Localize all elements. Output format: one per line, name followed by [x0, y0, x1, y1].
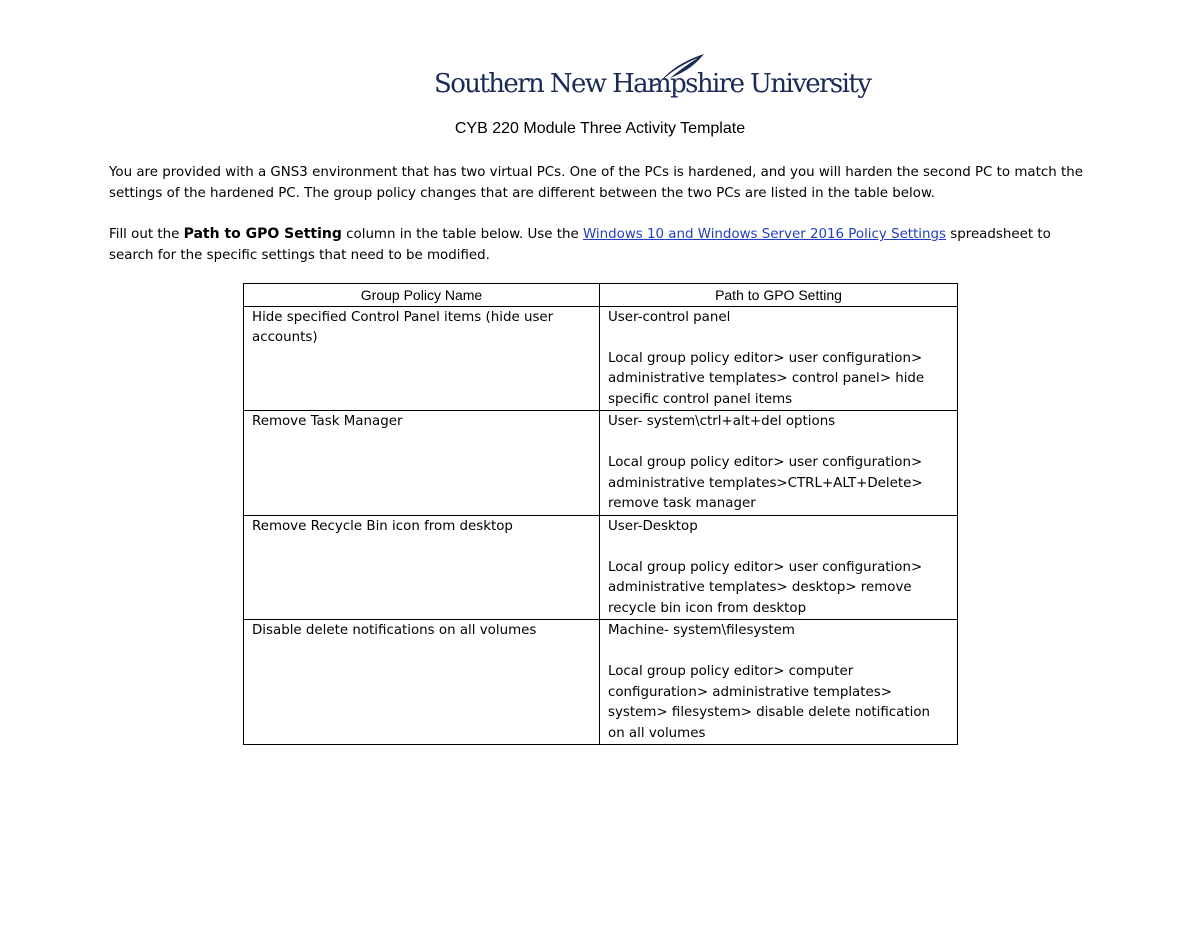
- logo-wordmark: Southern New Hampshire University: [434, 69, 871, 99]
- policy-name-cell: Remove Recycle Bin icon from desktop: [244, 515, 600, 620]
- gpo-path-cell: [600, 411, 958, 516]
- gpo-path-short: Machine- system\filesystem: [608, 623, 795, 638]
- instructions-text-3: spreadsheet to search for the specific settings that need to be modified.: [109, 227, 1051, 263]
- policy-name-cell: Disable delete notifications on all volumes: [244, 620, 600, 745]
- gpo-path-short: User- system\ctrl+alt+del options: [608, 414, 836, 429]
- column-header-group-policy-name: Group Policy Name: [244, 284, 600, 307]
- column-header-path-to-gpo-setting: Path to GPO Setting: [600, 284, 958, 307]
- university-logo: [434, 52, 871, 104]
- table-row: [244, 306, 958, 411]
- policy-name-cell: Hide specified Control Panel items (hide user accounts): [244, 306, 600, 411]
- intro-paragraph: You are provided with a GNS3 environment that has two virtual PCs. One of the PCs is hardened, and you will harden the second PC to match the settings of the hardened PC. The group policy changes that are different between the two PCs are listed in the table below.: [109, 165, 1083, 201]
- instructions-text-1: Fill out the: [109, 227, 184, 242]
- gpo-path-detail: Local group policy editor> user configuration> administrative templates> desktop> remove recycle bin icon from desktop: [608, 559, 923, 616]
- document-title: CYB 220 Module Three Activity Template: [454, 120, 746, 137]
- instructions-paragraph: [109, 224, 1099, 266]
- gpo-table: [243, 283, 958, 745]
- table-row: [244, 620, 958, 745]
- gpo-path-detail: Local group policy editor> user configuration> administrative templates>CTRL+ALT+Delete> remove task manager: [608, 455, 923, 511]
- policy-name-cell: Remove Task Manager: [244, 411, 600, 516]
- policy-settings-link[interactable]: Windows 10 and Windows Server 2016 Policy Settings: [582, 227, 946, 242]
- instructions-text-2: column in the table below. Use the: [341, 227, 583, 242]
- table-row: [244, 515, 958, 620]
- gpo-path-cell: [600, 620, 958, 745]
- gpo-path-short: User-Desktop: [608, 518, 698, 534]
- gpo-path-detail: Local group policy editor> user configuration> administrative templates> control panel> hide specific control panel items: [608, 350, 925, 407]
- gpo-path-short: User-control panel: [608, 309, 731, 325]
- gpo-path-detail: Local group policy editor> computer configuration> administrative templates> system> filesystem> disable delete notification on all volumes: [608, 664, 931, 741]
- gpo-path-cell: [600, 515, 958, 620]
- gpo-path-cell: [600, 306, 958, 411]
- instructions-bold-text: Path to GPO Setting: [183, 226, 342, 242]
- table-header-row: [244, 284, 958, 307]
- table-row: [244, 411, 958, 516]
